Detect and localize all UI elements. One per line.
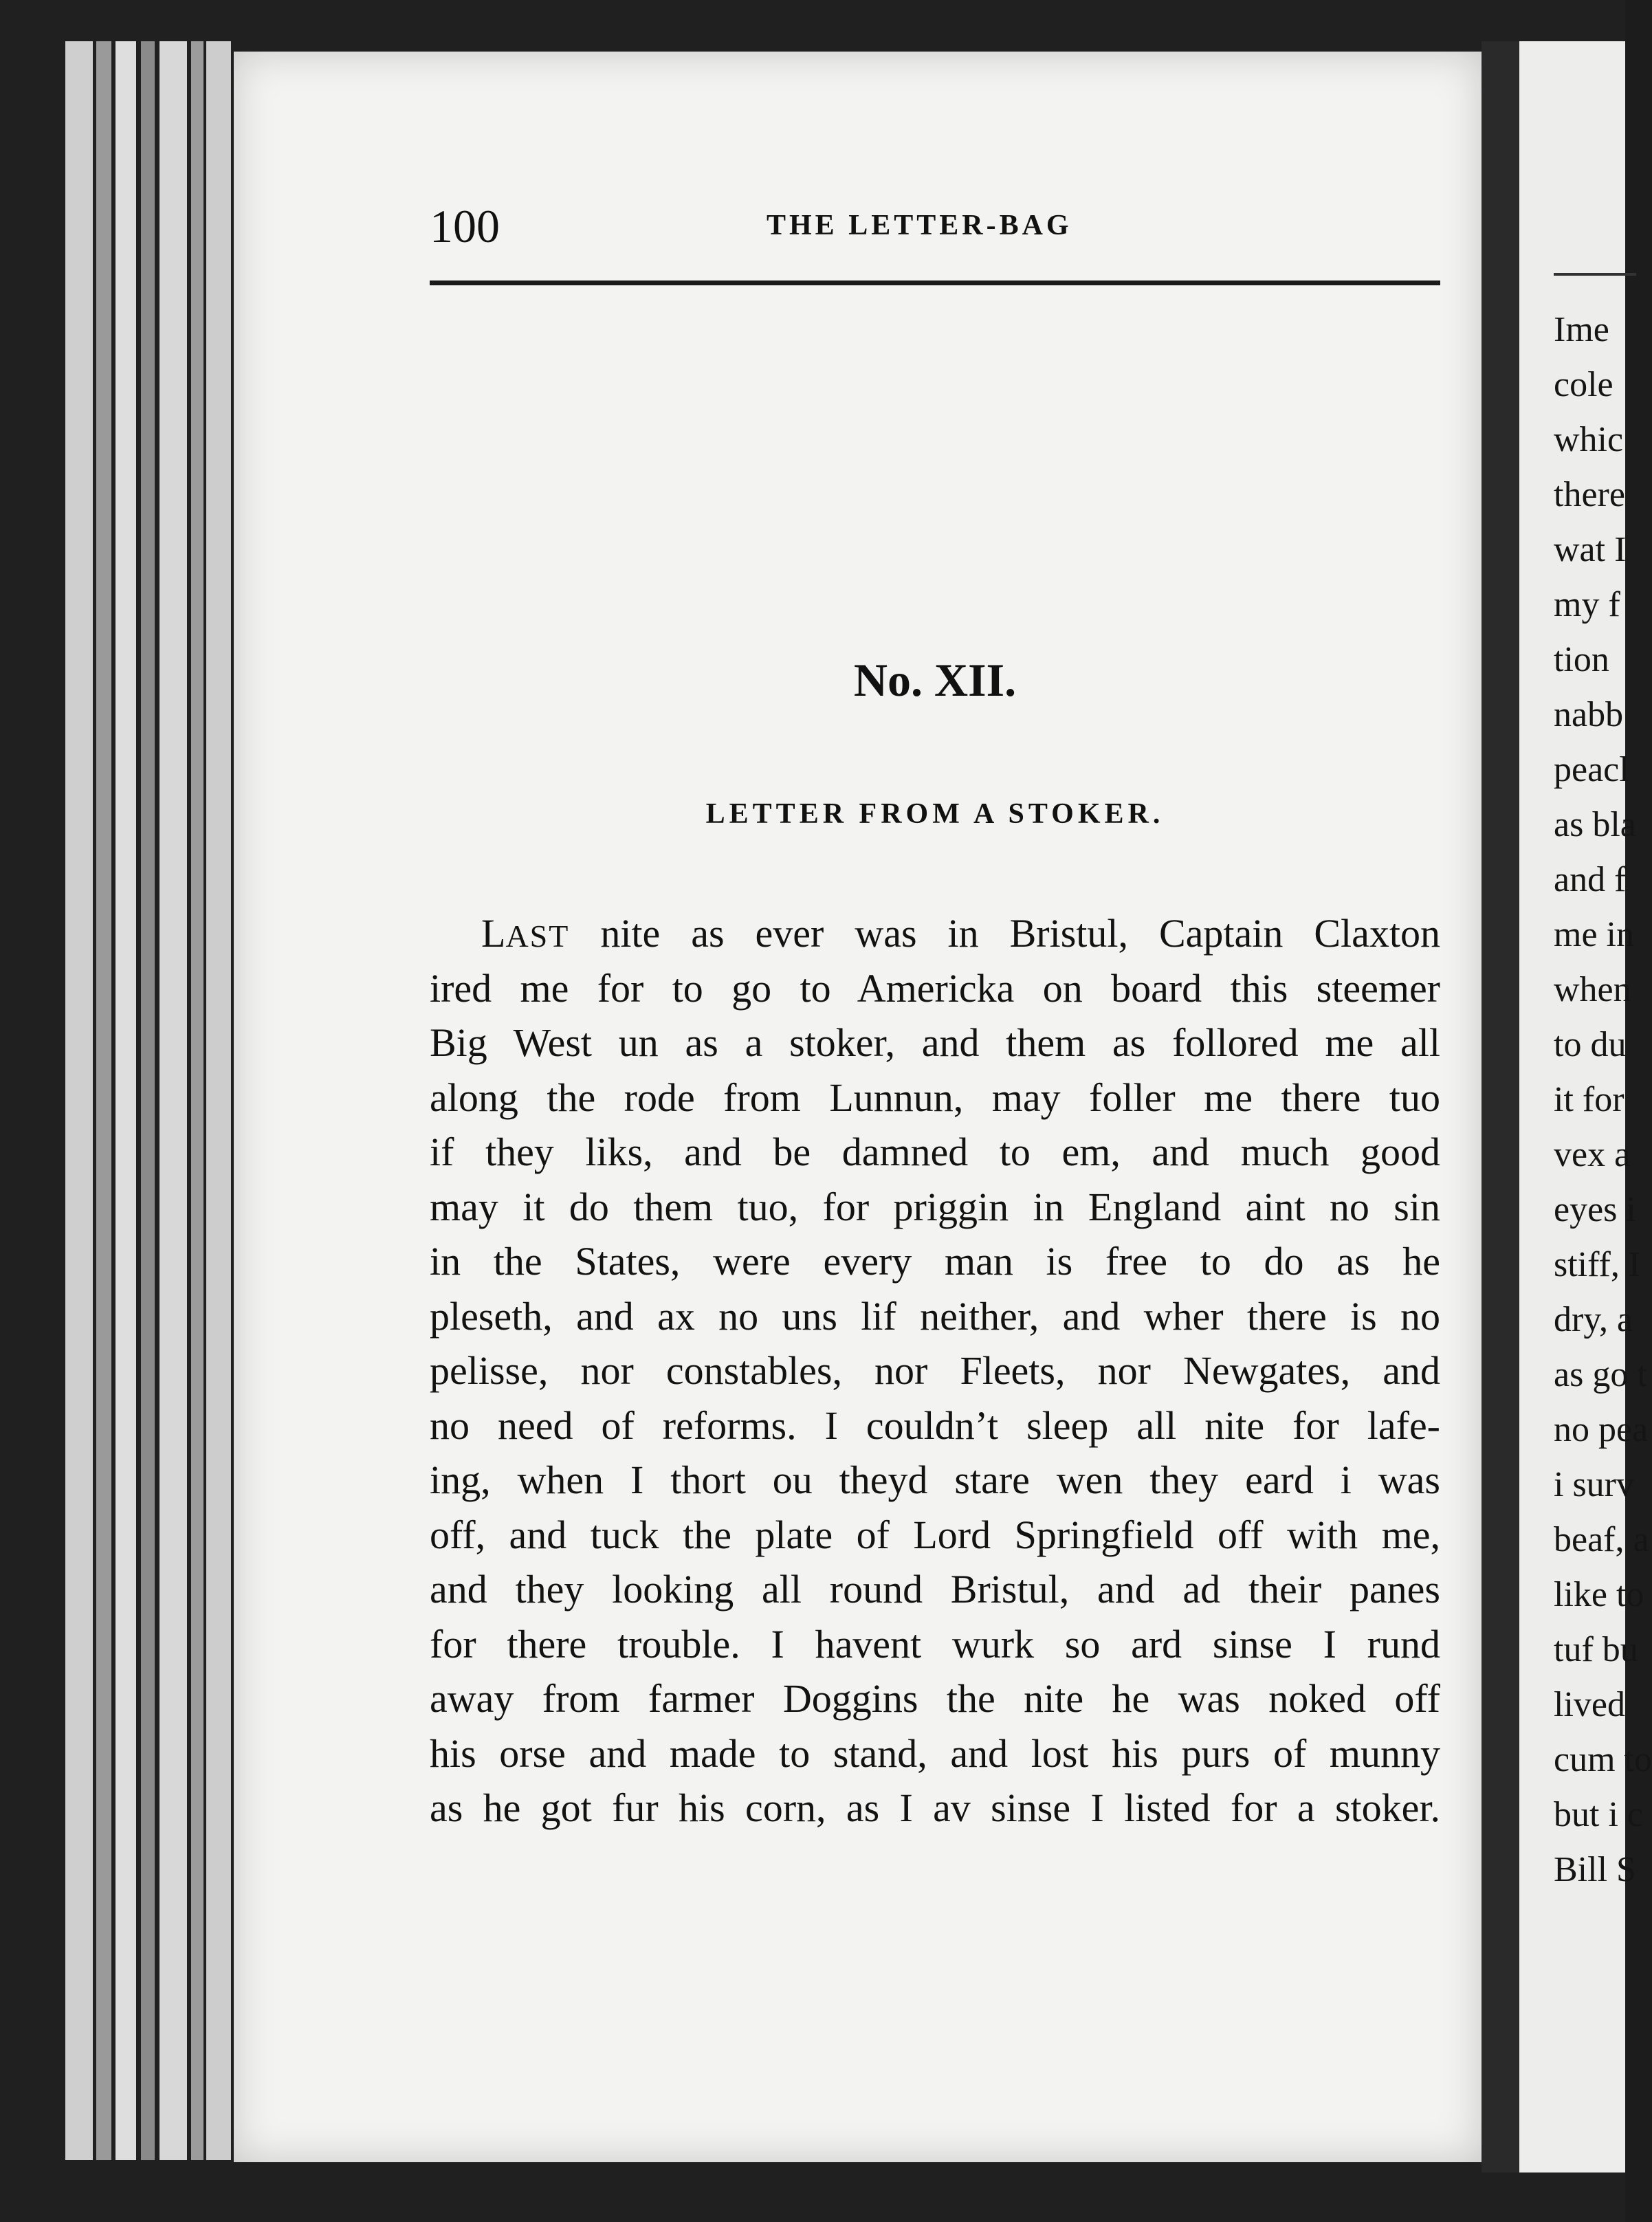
header-rule [430, 280, 1440, 285]
facing-page-line: Bill S [1554, 1850, 1636, 1889]
facing-page-line: i surv [1554, 1465, 1634, 1504]
book-gutter [1482, 41, 1519, 2172]
body-line: ired me for to go to Americka on board this steemer [430, 965, 1440, 1011]
small-caps-word: AST [505, 918, 570, 954]
facing-page-line: tuf bu [1554, 1630, 1638, 1669]
facing-page-line: to du [1554, 1025, 1627, 1064]
facing-page-line: beaf, a [1554, 1520, 1649, 1559]
facing-page-line: nabb [1554, 695, 1624, 734]
body-line: pleseth, and ax no uns lif neither, and wher there is no [430, 1293, 1440, 1339]
facing-page-line: dry, a [1554, 1300, 1633, 1339]
facing-page-line: and f [1554, 860, 1627, 899]
body-line: away from farmer Doggins the nite he was noked off [430, 1676, 1440, 1721]
body-line: along the rode from Lunnun, may foller me there tuo [430, 1075, 1440, 1120]
page-edge [115, 41, 136, 2160]
facing-page-text [1554, 302, 1652, 1898]
facing-page-line: like to [1554, 1575, 1644, 1614]
facing-page-line: tion [1554, 640, 1609, 679]
page-edge [65, 41, 93, 2160]
body-line: in the States, were every man is free to do as he [430, 1239, 1440, 1284]
facing-page-line: me in [1554, 915, 1634, 954]
running-head: THE LETTER-BAG [767, 210, 1072, 241]
facing-page-line: peacl [1554, 750, 1629, 789]
facing-page-line: no pea [1554, 1410, 1649, 1449]
body-line: as he got fur his corn, as I av sinse I listed for a stoker. [430, 1785, 1440, 1830]
facing-page-line: but i c [1554, 1795, 1643, 1834]
body-line: his orse and made to stand, and lost his purs of munny [430, 1730, 1440, 1776]
body-line: ing, when I thort ou theyd stare wen they eard i was [430, 1458, 1440, 1502]
page-number: 100 [430, 200, 500, 252]
facing-page-line: lived [1554, 1685, 1625, 1724]
page-edge [96, 41, 111, 2160]
facing-page-line: it for [1554, 1080, 1625, 1119]
facing-page-line: Ime [1554, 310, 1609, 349]
page-header [430, 199, 1440, 261]
body-line: for there trouble. I havent wurk so ard sinse I rund [430, 1621, 1440, 1666]
body-line: off, and tuck the plate of Lord Springfield off with me, [430, 1512, 1440, 1557]
body-line: no need of reforms. I couldn’t sleep all nite for lafe- [430, 1402, 1440, 1448]
facing-page-line: cum to [1554, 1740, 1652, 1779]
facing-page-line: stiff, I [1554, 1245, 1641, 1284]
facing-page-line: when [1554, 970, 1631, 1009]
body-line: may it do them tuo, for priggin in England aint no sin [430, 1184, 1440, 1229]
body-line: pelisse, nor constables, nor Fleets, nor Newgates, and [430, 1348, 1440, 1393]
facing-page-line: vex a [1554, 1135, 1631, 1174]
letter-body [430, 906, 1440, 1836]
facing-page-line: my f [1554, 585, 1620, 624]
body-line: and they looking all round Bristul, and ad their panes [430, 1567, 1440, 1612]
facing-page-line: whic [1554, 420, 1624, 459]
chapter-number: No. XII. [853, 654, 1017, 706]
page-edge [141, 41, 155, 2160]
facing-page-line: wat I [1554, 530, 1627, 569]
body-line: if they liks, and be damned to em, and much good [430, 1130, 1440, 1174]
page-edge [191, 41, 203, 2160]
facing-page-line: cole [1554, 365, 1614, 404]
facing-page-line: as bla [1554, 805, 1636, 844]
facing-page [1519, 41, 1652, 2172]
chapter-title: LETTER FROM A STOKER. [705, 798, 1165, 830]
facing-page-line: there [1554, 475, 1625, 514]
body-line: Big West un as a stoker, and them as follored me all [430, 1020, 1440, 1065]
page-edge [159, 41, 187, 2160]
body-line [430, 906, 1440, 961]
facing-page-line: eyes i [1554, 1190, 1636, 1229]
initial-letter: L [481, 911, 506, 956]
page-edge [206, 41, 231, 2160]
facing-head-rule [1554, 273, 1636, 276]
first-line-text: nite as ever was in Bristul, Captain Claxton [569, 911, 1440, 956]
facing-page-line: as go t [1554, 1355, 1647, 1394]
